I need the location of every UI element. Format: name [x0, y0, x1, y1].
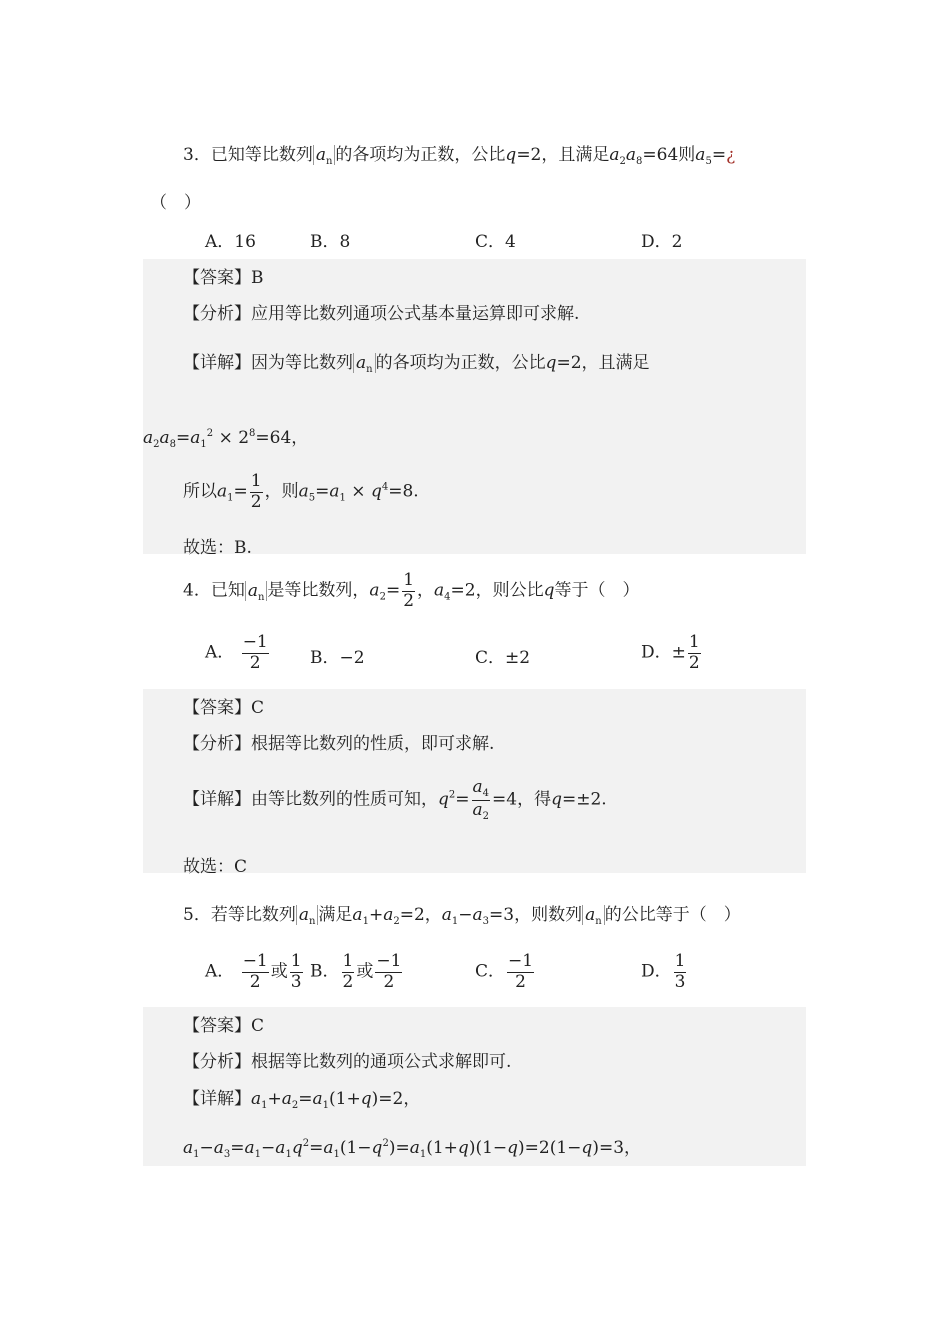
q3-paren: （ ）: [150, 193, 201, 213]
garbled-char: ¿: [726, 145, 736, 165]
q4-answer: 【答案】C: [183, 698, 265, 718]
q3-answer: 【答案】B: [183, 268, 264, 288]
q3-equation: $a_2a_8=a_1^2 \times 2^8=64$，: [143, 428, 309, 450]
q5-choice-a: A． $\frac{-1}{2}$ 或 $\frac{1}{3}$: [205, 951, 302, 992]
q3-choice-b: B．8: [310, 232, 351, 252]
q4-choice-c: C．±2: [475, 648, 531, 668]
q3-choice-a: A．16: [205, 232, 256, 252]
q3-stem: 3．已知等比数列 $a_n$ 的各项均为正数，公比q=2，且满足$a_2a_8=64$则$a_5=¿$: [183, 145, 736, 167]
q4-choose: 故选：C: [183, 857, 248, 877]
q5-choice-c: C． $\frac{-1}{2}$: [475, 951, 534, 992]
q3-choice-c: C．4: [475, 232, 516, 252]
q4-detail: 【详解】由等比数列的性质可知，$q^2=$ $\frac{a_4}{a_2}$ =4，得q=±2.: [183, 777, 607, 822]
q4-choice-d: D．± $\frac{1}{2}$: [641, 632, 700, 673]
q4-analysis: 【分析】根据等比数列的性质，即可求解.: [183, 734, 495, 754]
q5-detail: 【详解】$a_1+a_2=a_1(1+q)=2$，: [183, 1089, 421, 1111]
q5-equation: $a_1-a_3=a_1-a_1q^2=a_1(1-q^2)=a_1(1+q)(1-q)=2(1-q)=3$，: [183, 1138, 642, 1160]
q4-choice-a: A． $\frac{-1}{2}$: [205, 632, 268, 673]
q5-analysis: 【分析】根据等比数列的通项公式求解即可.: [183, 1052, 512, 1072]
q5-answer: 【答案】C: [183, 1016, 265, 1036]
q3-so: 所以$a_1=$ $\frac{1}{2}$ ，则$a_5=a_1 \times q^4=8$.: [183, 471, 419, 512]
q3-choice-d: D．2: [641, 232, 683, 252]
q5-stem: 5．若等比数列 $a_n$ 满足$a_1+a_2=2$，$a_1-a_3=3$，则数列 $a_n$ 的公比等于（ ）: [183, 905, 741, 927]
seq-an: $a_n$: [313, 145, 336, 165]
q3-analysis: 【分析】应用等比数列通项公式基本量运算即可求解.: [183, 304, 580, 324]
q5-choice-d: D． $\frac{1}{3}$: [641, 951, 686, 992]
q5-choice-b: B． $\frac{1}{2}$ 或 $\frac{-1}{2}$: [310, 951, 402, 992]
q4-choice-b: B．−2: [310, 648, 365, 668]
q3-choose: 故选：B.: [183, 538, 252, 558]
q4-stem: 4．已知 $a_n$ 是等比数列，$a_2=$ $\frac{1}{2}$ ，$a_4=2$，则公比q等于（ ）: [183, 570, 640, 611]
q3-detail: 【详解】因为等比数列 $a_n$ 的各项均为正数，公比q=2，且满足: [183, 353, 650, 375]
